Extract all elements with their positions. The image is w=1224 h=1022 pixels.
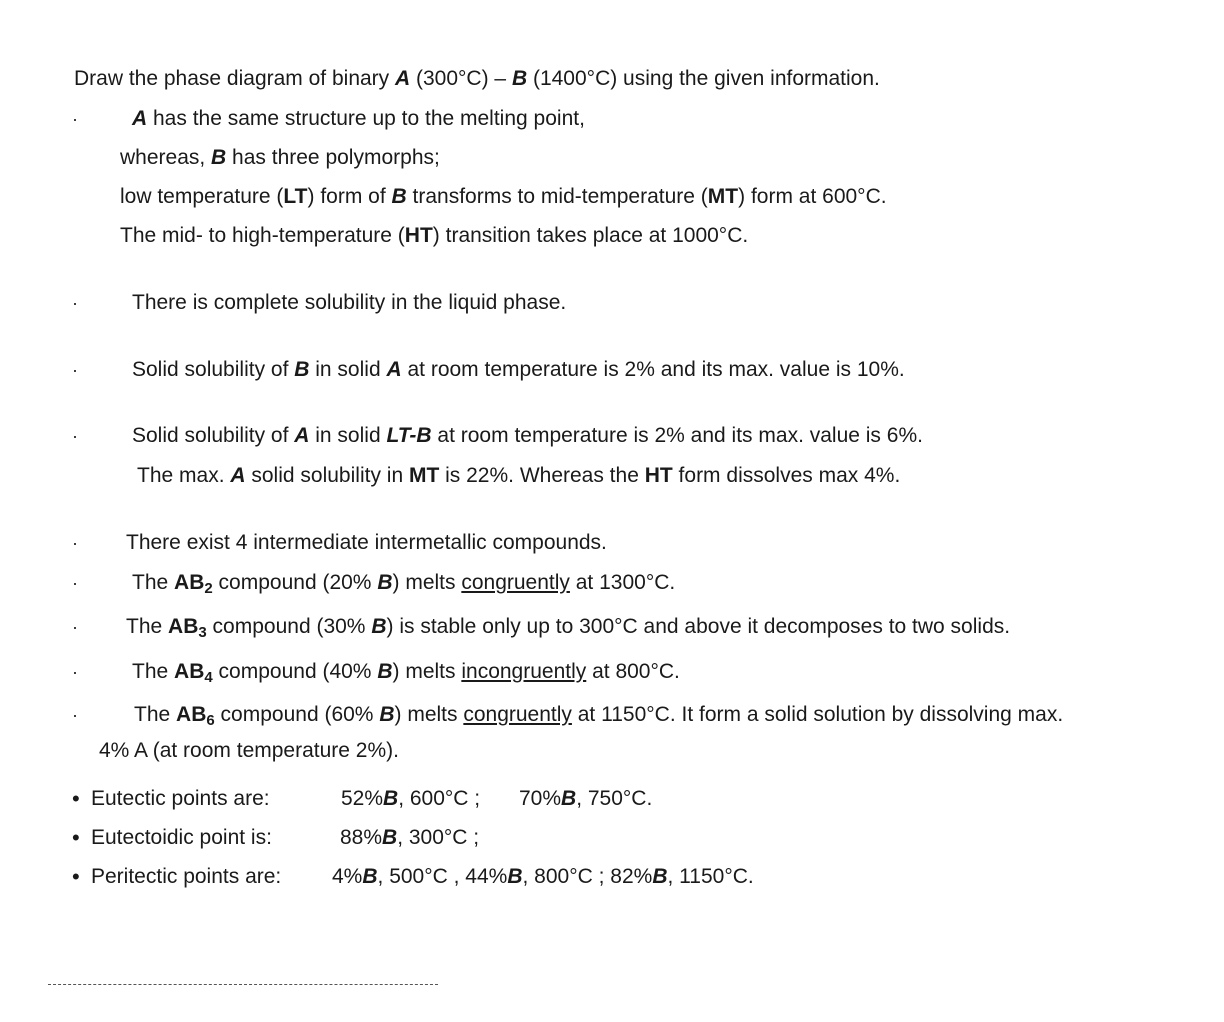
list-dot: · <box>72 426 78 446</box>
solubility-b-in-a: Solid solubility of B in solid A at room temperature is 2% and its max. value is 10%. <box>132 358 905 381</box>
solubility-mt-ht: The max. A solid solubility in MT is 22%. Whereas the HT form dissolves max 4%. <box>137 464 901 487</box>
footnote-divider <box>48 984 438 985</box>
peritectic-label: Peritectic points are: <box>91 865 282 888</box>
intermetallic-intro: There exist 4 intermediate intermetallic compounds. <box>126 531 607 554</box>
list-dot: · <box>72 360 78 380</box>
compound-ab6-cont: 4% A (at room temperature 2%). <box>99 739 399 762</box>
list-dot: · <box>72 705 78 725</box>
list-dot: · <box>72 293 78 313</box>
eutectoid-label: Eutectoidic point is: <box>91 826 272 849</box>
compound-ab3: The $AB_3$ compound (30% B) is stable only up to 300°C and above it decomposes to two solids. <box>126 615 1011 641</box>
polymorph-line-3: low temperature (LT) form of B transforms to mid-temperature (MT) form at 600°C. <box>120 185 887 208</box>
intro-line: Draw the phase diagram of binary A (300°C) – B (1400°C) using the given information. <box>74 67 880 90</box>
list-dot: · <box>72 617 78 637</box>
polymorph-line-1: A has the same structure up to the melting point, <box>132 107 585 130</box>
polymorph-line-4: The mid- to high-temperature (HT) transition takes place at 1000°C. <box>120 224 749 247</box>
bullet: • <box>72 786 80 811</box>
polymorph-line-2: whereas, B has three polymorphs; <box>120 146 440 169</box>
list-dot: · <box>72 533 78 553</box>
list-dot: · <box>72 573 78 593</box>
bullet: • <box>72 864 80 889</box>
eutectoid-value: 88%B, 300°C ; <box>340 826 480 849</box>
liquid-solubility: There is complete solubility in the liquid phase. <box>132 291 567 314</box>
list-dot: · <box>72 662 78 682</box>
peritectic-values: 4%B, 500°C , 44%B, 800°C ; 82%B, 1150°C. <box>332 865 754 888</box>
eutectic-value-2: 70%B, 750°C. <box>519 787 653 810</box>
bullet: • <box>72 825 80 850</box>
compound-ab6: The $AB_6$ compound (60% B) melts congruently at 1150°C. It form a solid solution by dissolving max. <box>134 703 1064 729</box>
compound-ab4: The $AB_4$ compound (40% B) melts incongruently at 800°C. <box>132 660 680 686</box>
eutectic-label: Eutectic points are: <box>91 787 270 810</box>
list-dot: · <box>72 109 78 129</box>
eutectic-value-1: 52%B, 600°C ; <box>341 787 481 810</box>
compound-ab2: The $AB_2$ compound (20% B) melts congruently at 1300°C. <box>132 571 676 597</box>
solubility-a-in-b: Solid solubility of A in solid LT-B at room temperature is 2% and its max. value is 6%. <box>132 424 923 447</box>
